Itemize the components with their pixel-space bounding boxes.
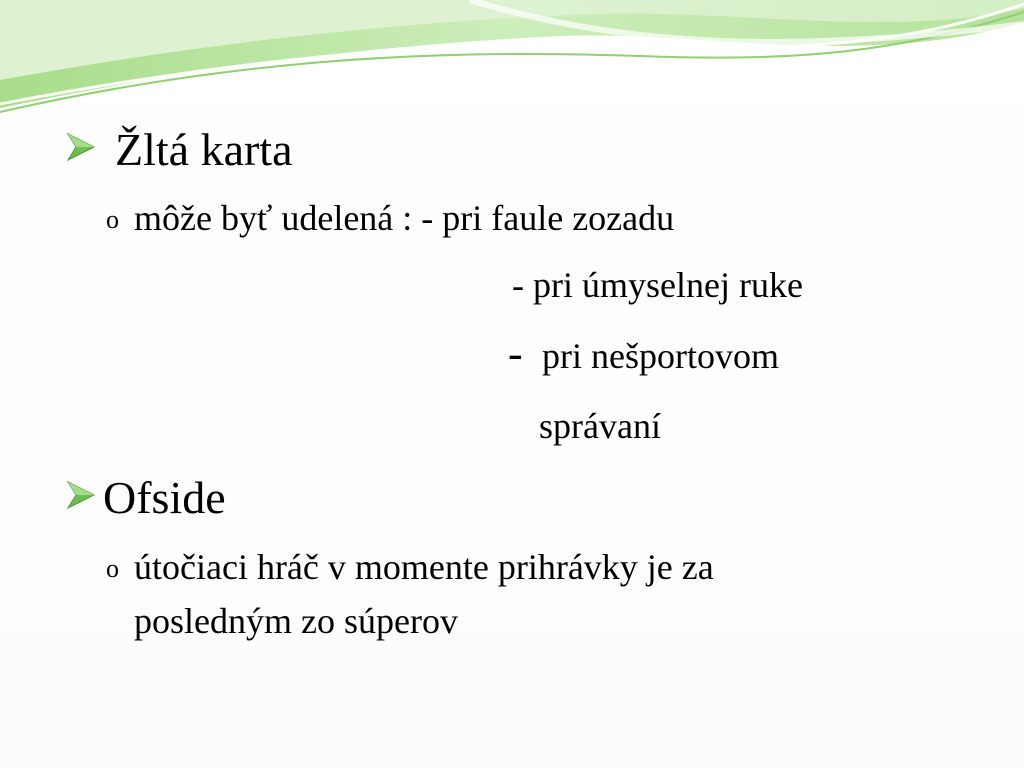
sub-line-poslednym: posledným zo súperov [134, 601, 458, 641]
bullet-title-zlta-karta: Žltá karta [115, 124, 293, 175]
circle-bullet-icon: o [106, 205, 119, 234]
header-wave-decoration [0, 0, 1024, 130]
sub-line-utociaci-hrac: útočiaci hráč v momente prihrávky je za [134, 547, 714, 587]
sub-line-umyselnej-ruke: - pri úmyselnej ruke [512, 265, 803, 305]
sub-line-dash: - [508, 329, 523, 378]
sub-line-spravani: správaní [539, 406, 661, 446]
sub-line-nesportovom: pri nešportovom [542, 336, 779, 376]
arrow-bullet-icon [66, 480, 96, 510]
arrow-bullet-icon [66, 132, 96, 162]
bullet-title-ofside: Ofside [103, 472, 226, 523]
sub-line-udelena: môže byť udelená : - pri faule zozadu [134, 198, 675, 238]
circle-bullet-icon: o [106, 554, 119, 583]
